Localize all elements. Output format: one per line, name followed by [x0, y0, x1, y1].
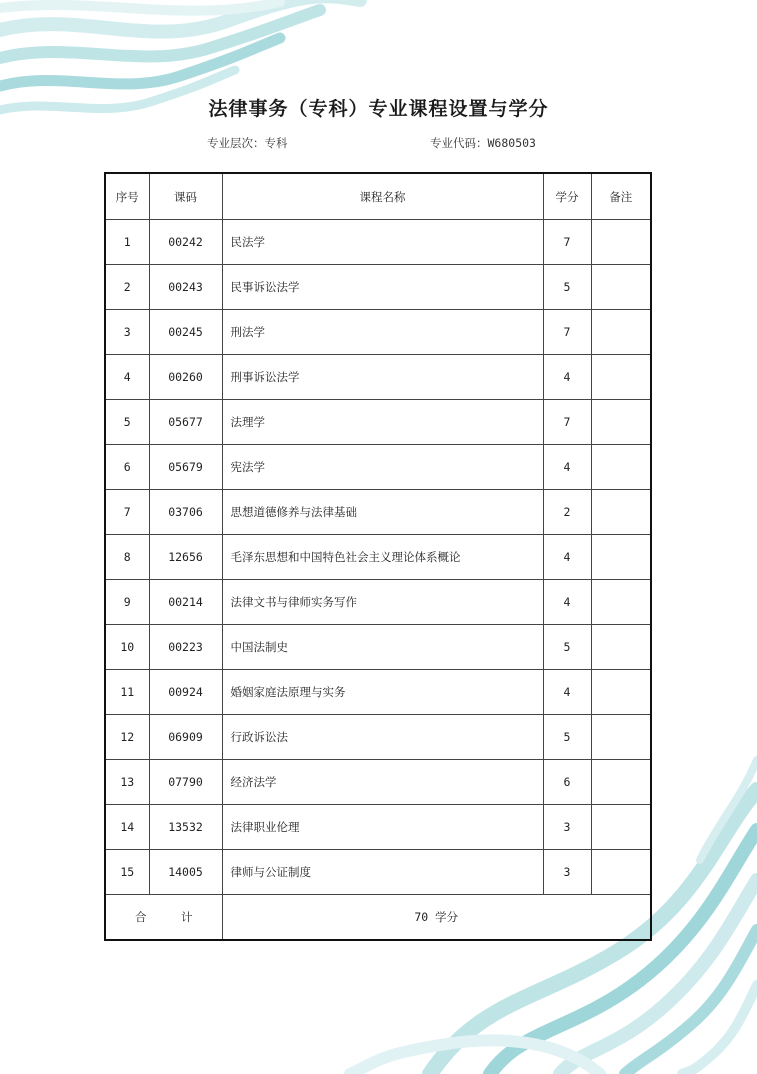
table-row: [105, 580, 651, 625]
cell-seq: 8: [105, 535, 149, 580]
cell-course-name: 宪法学: [222, 445, 543, 490]
table-header-row: [105, 173, 651, 220]
course-table: [104, 172, 652, 941]
table-row: [105, 265, 651, 310]
cell-code: 05679: [149, 445, 222, 490]
cell-credit: 3: [543, 805, 591, 850]
cell-course-name: 法律职业伦理: [222, 805, 543, 850]
cell-seq: 5: [105, 400, 149, 445]
cell-credit: 4: [543, 670, 591, 715]
cell-course-name: 律师与公证制度: [222, 850, 543, 895]
cell-seq: 15: [105, 850, 149, 895]
cell-course-name: 思想道德修养与法律基础: [222, 490, 543, 535]
cell-credit: 7: [543, 310, 591, 355]
cell-code: 13532: [149, 805, 222, 850]
cell-course-name: 刑法学: [222, 310, 543, 355]
cell-note: [591, 670, 651, 715]
cell-credit: 3: [543, 850, 591, 895]
table-row: [105, 805, 651, 850]
table-row: [105, 445, 651, 490]
cell-credit: 7: [543, 220, 591, 265]
cell-seq: 11: [105, 670, 149, 715]
header-credit: 学分: [543, 173, 591, 220]
cell-note: [591, 355, 651, 400]
cell-note: [591, 265, 651, 310]
cell-credit: 2: [543, 490, 591, 535]
table-row: [105, 625, 651, 670]
cell-code: 00223: [149, 625, 222, 670]
cell-course-name: 中国法制史: [222, 625, 543, 670]
cell-course-name: 法律文书与律师实务写作: [222, 580, 543, 625]
cell-note: [591, 445, 651, 490]
cell-code: 07790: [149, 760, 222, 805]
cell-credit: 5: [543, 715, 591, 760]
cell-course-name: 行政诉讼法: [222, 715, 543, 760]
header-name: 课程名称: [222, 173, 543, 220]
cell-course-name: 毛泽东思想和中国特色社会主义理论体系概论: [222, 535, 543, 580]
cell-code: 05677: [149, 400, 222, 445]
cell-note: [591, 400, 651, 445]
cell-seq: 6: [105, 445, 149, 490]
cell-course-name: 经济法学: [222, 760, 543, 805]
cell-credit: 6: [543, 760, 591, 805]
cell-seq: 12: [105, 715, 149, 760]
total-row: [105, 895, 651, 941]
cell-course-name: 婚姻家庭法原理与实务: [222, 670, 543, 715]
cell-seq: 13: [105, 760, 149, 805]
cell-credit: 4: [543, 445, 591, 490]
table-row: [105, 400, 651, 445]
major-code: 专业代码：W680503: [430, 136, 536, 150]
cell-note: [591, 490, 651, 535]
header-seq: 序号: [105, 173, 149, 220]
page-title: 法律事务（专科）专业课程设置与学分: [208, 98, 549, 120]
cell-seq: 3: [105, 310, 149, 355]
total-label-a: 合: [135, 910, 147, 924]
cell-note: [591, 625, 651, 670]
cell-code: 00245: [149, 310, 222, 355]
cell-credit: 4: [543, 535, 591, 580]
cell-credit: 4: [543, 580, 591, 625]
cell-seq: 10: [105, 625, 149, 670]
cell-course-name: 法理学: [222, 400, 543, 445]
cell-note: [591, 760, 651, 805]
cell-code: 14005: [149, 850, 222, 895]
cell-seq: 2: [105, 265, 149, 310]
cell-seq: 1: [105, 220, 149, 265]
table-row: [105, 490, 651, 535]
cell-note: [591, 535, 651, 580]
table-row: [105, 535, 651, 580]
cell-credit: 4: [543, 355, 591, 400]
cell-code: 03706: [149, 490, 222, 535]
table-body: [105, 220, 651, 895]
total-label-b: 计: [181, 910, 193, 924]
table-row: [105, 850, 651, 895]
cell-note: [591, 580, 651, 625]
table-row: [105, 760, 651, 805]
cell-credit: 5: [543, 625, 591, 670]
cell-course-name: 民事诉讼法学: [222, 265, 543, 310]
cell-credit: 5: [543, 265, 591, 310]
total-value: 70 学分: [222, 895, 651, 941]
table-row: [105, 220, 651, 265]
cell-code: 06909: [149, 715, 222, 760]
cell-seq: 14: [105, 805, 149, 850]
cell-code: 12656: [149, 535, 222, 580]
header-note: 备注: [591, 173, 651, 220]
total-label: [105, 895, 222, 941]
cell-credit: 7: [543, 400, 591, 445]
cell-note: [591, 310, 651, 355]
table-row: [105, 355, 651, 400]
cell-code: 00260: [149, 355, 222, 400]
cell-note: [591, 805, 651, 850]
cell-code: 00214: [149, 580, 222, 625]
cell-seq: 9: [105, 580, 149, 625]
table-row: [105, 715, 651, 760]
table-row: [105, 310, 651, 355]
cell-note: [591, 220, 651, 265]
cell-seq: 7: [105, 490, 149, 535]
cell-note: [591, 850, 651, 895]
cell-code: 00243: [149, 265, 222, 310]
cell-note: [591, 715, 651, 760]
cell-course-name: 刑事诉讼法学: [222, 355, 543, 400]
table-row: [105, 670, 651, 715]
major-level: 专业层次：专科: [207, 136, 288, 150]
cell-code: 00924: [149, 670, 222, 715]
cell-seq: 4: [105, 355, 149, 400]
cell-code: 00242: [149, 220, 222, 265]
header-code: 课码: [149, 173, 222, 220]
cell-course-name: 民法学: [222, 220, 543, 265]
